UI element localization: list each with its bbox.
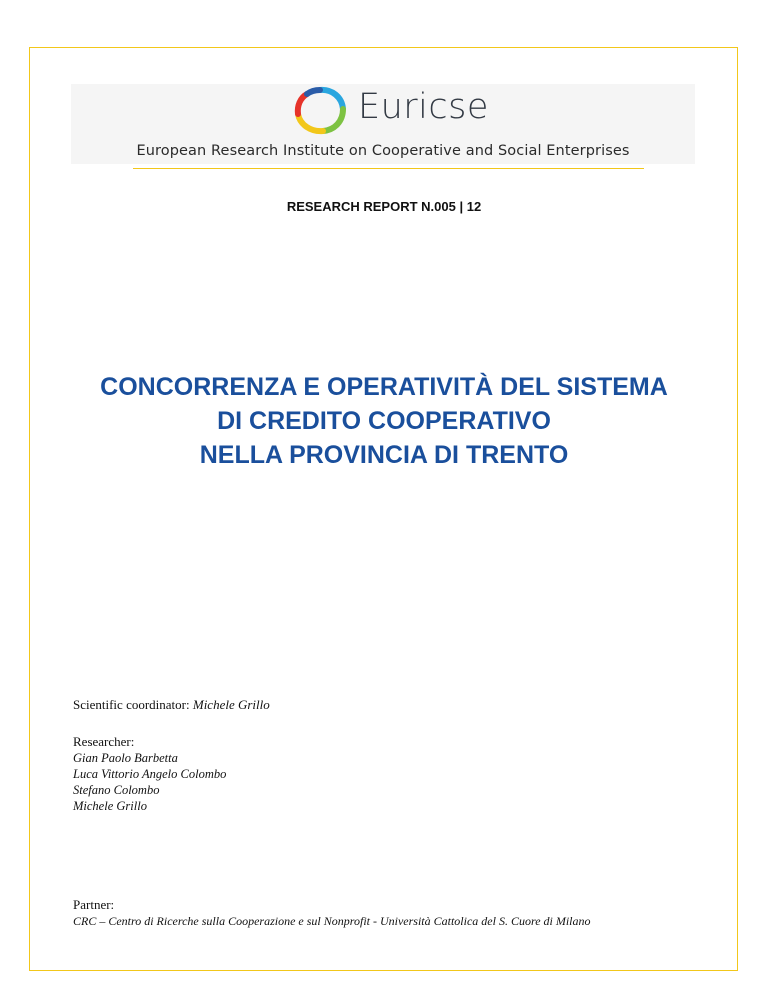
page-border — [29, 47, 738, 971]
header-divider — [133, 168, 644, 169]
report-title — [60, 370, 708, 472]
institute-name: European Research Institute on Cooperative and Social Enterprises — [136, 143, 630, 159]
brand-name: Euricse — [358, 87, 489, 127]
title-line-2: DI CREDITO COOPERATIVO — [217, 407, 551, 435]
researcher-name: Luca Vittorio Angelo Colombo — [73, 767, 227, 781]
scientific-coordinator — [73, 697, 270, 713]
partner-name: CRC – Centro di Ricerche sulla Cooperazione e sul Nonprofit - Università Cattolica del S. Cuore di Milano — [73, 914, 591, 928]
euricse-ring-logo-icon — [292, 84, 348, 136]
researcher-name: Michele Grillo — [73, 799, 147, 813]
partner-label: Partner: — [73, 897, 115, 912]
coordinator-label: Scientific coordinator: — [73, 697, 193, 712]
report-number: RESEARCH REPORT N.005 | 12 — [286, 199, 482, 214]
title-line-1: CONCORRENZA E OPERATIVITÀ DEL SISTEMA — [100, 373, 668, 401]
researcher-label: Researcher: — [73, 734, 135, 749]
coordinator-name: Michele Grillo — [192, 697, 270, 712]
researcher-list — [73, 750, 226, 814]
title-line-3: NELLA PROVINCIA DI TRENTO — [199, 441, 569, 469]
researcher-name: Stefano Colombo — [73, 783, 160, 797]
researcher-name: Gian Paolo Barbetta — [73, 751, 178, 765]
